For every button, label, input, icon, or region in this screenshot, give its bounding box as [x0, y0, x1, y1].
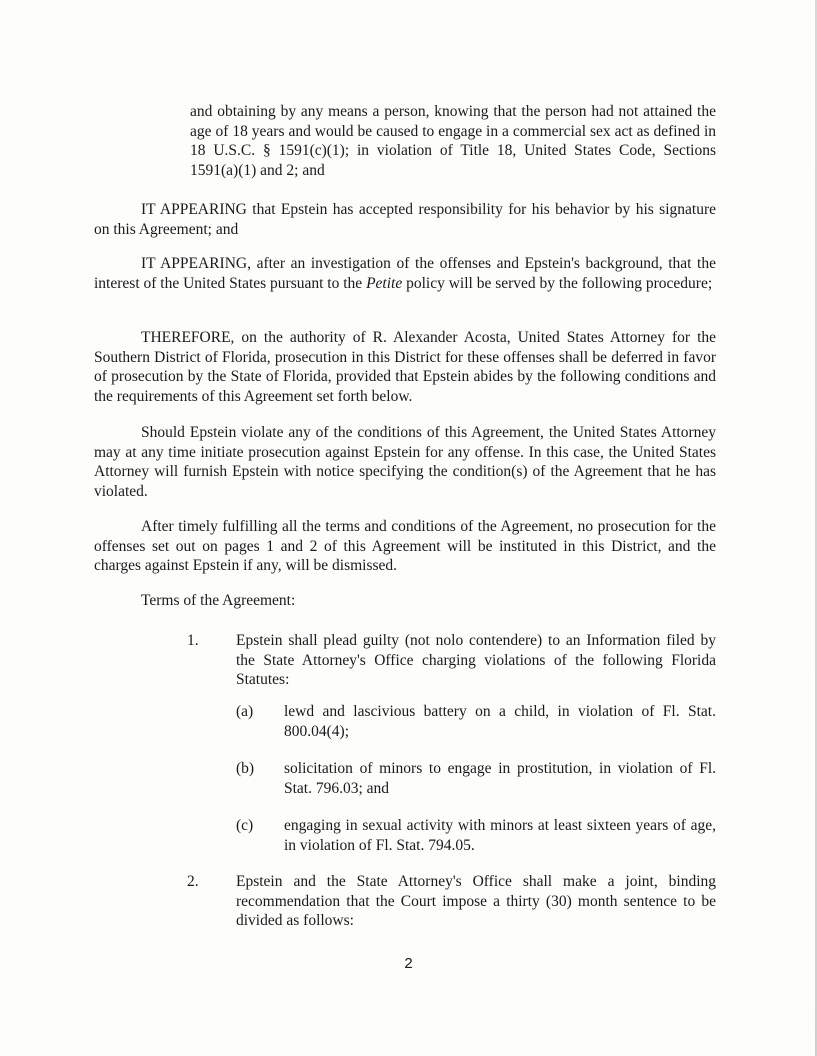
- petite-before-text: IT APPEARING, after an investigation of the offenses and Epstein's background, that the interest of the United States pursuant to the: [94, 255, 716, 292]
- paragraph-therefore: THEREFORE, on the authority of R. Alexander Acosta, United States Attorney for the Southern District of Florida, prosecution in this District for these offenses shall be deferred in favor of prosecution by the State of Florida, provided that Epstein abides by the following conditions and the requirements of this Agreement set forth below.: [94, 329, 716, 405]
- paragraph-it-appearing-responsibility: IT APPEARING that Epstein has accepted responsibility for his behavior by his signature on this Agreement; and: [94, 201, 716, 238]
- term-number: 1.: [187, 632, 199, 649]
- term-number: 2.: [187, 873, 199, 890]
- petite-after-text: policy will be served by the following procedure;: [402, 274, 713, 292]
- paragraph-it-appearing-investigation: [94, 254, 716, 293]
- paragraph-after-fulfilling: After timely fulfilling all the terms and conditions of the Agreement, no prosecution for the offenses set out on pages 1 and 2 of this Agreement will be instituted in this District, and the charges against Epstein if any, will be dismissed.: [94, 518, 716, 575]
- term-text: Epstein shall plead guilty (not nolo contendere) to an Information filed by the State Attorney's Office charging violations of the following Florida Statutes:: [236, 632, 716, 689]
- subitem-label: (b): [236, 760, 255, 777]
- paragraph-should-violate: Should Epstein violate any of the conditions of this Agreement, the United States Attorney may at any time initiate prosecution against Epstein for any offense. In this case, the United States Attorney will furnish Epstein with notice specifying the condition(s) of the Agreement that he has violated.: [94, 424, 716, 500]
- petite-italic-text: Petite: [366, 274, 403, 292]
- continued-paragraph: and obtaining by any means a person, knowing that the person had not attained the age of 18 years and would be caused to engage in a commercial sex act as defined in 18 U.S.C. § 1591(c)(1); in violation of Title 18, United States Code, Sections 1591(a)(1) and 2; and: [190, 103, 716, 179]
- subitem-text: engaging in sexual activity with minors at least sixteen years of age, in violation of Fl. Stat. 794.05.: [284, 817, 716, 854]
- term-text: Epstein and the State Attorney's Office shall make a joint, binding recommendation that the Court impose a thirty (30) month sentence to be divided as follows:: [236, 873, 716, 930]
- subitem-text: lewd and lascivious battery on a child, in violation of Fl. Stat. 800.04(4);: [284, 703, 716, 740]
- page-number: 2: [404, 955, 413, 972]
- subitem-label: (a): [236, 703, 254, 720]
- subitem-label: (c): [236, 817, 254, 834]
- terms-heading: Terms of the Agreement:: [141, 592, 296, 609]
- subitem-text: solicitation of minors to engage in prostitution, in violation of Fl. Stat. 796.03; and: [284, 760, 716, 797]
